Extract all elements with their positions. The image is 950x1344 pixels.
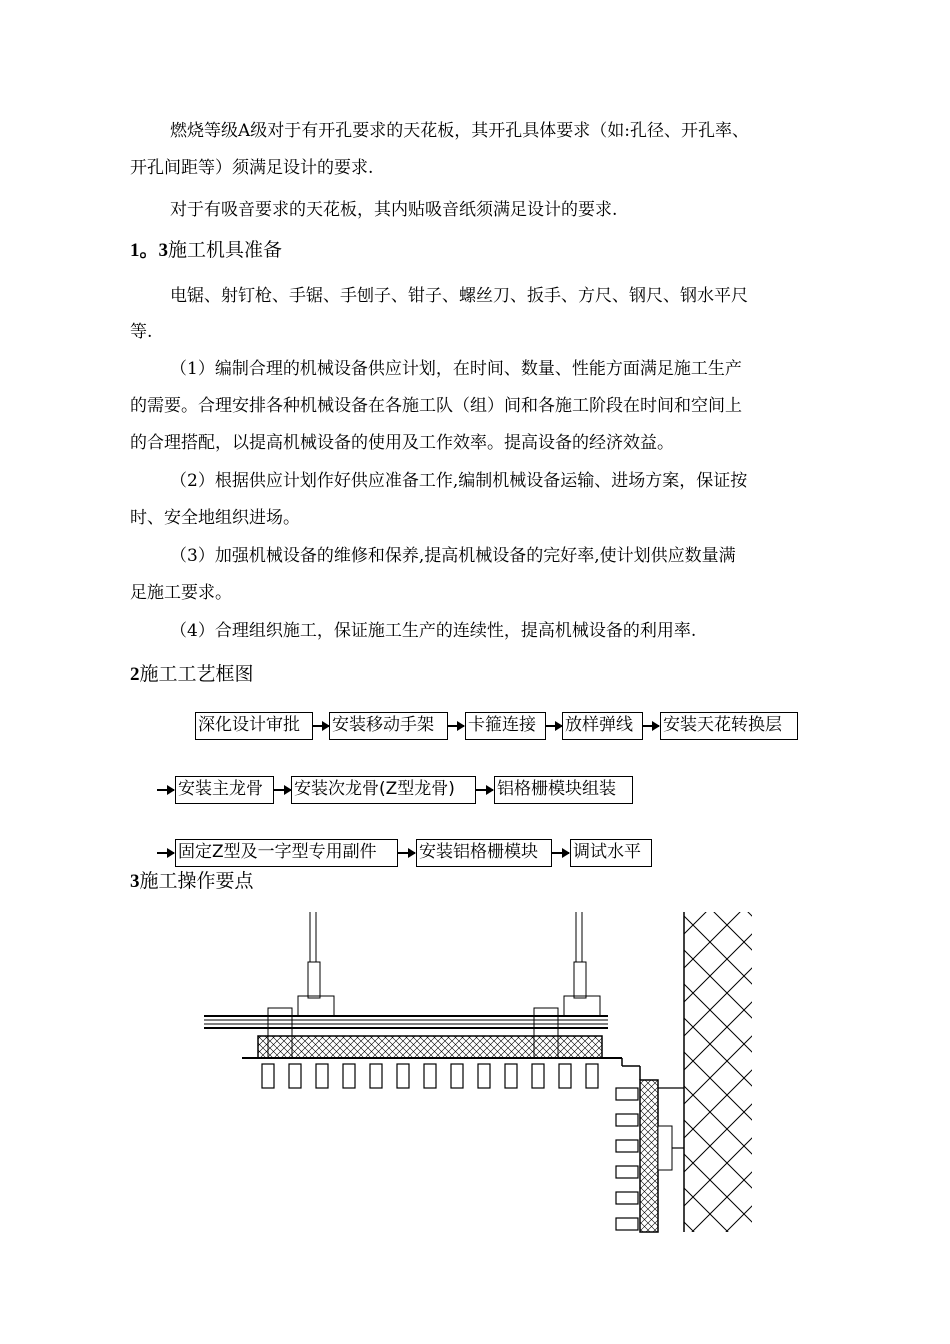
heading-1-3-number: 1。3: [130, 240, 169, 261]
item2-line1: （2）根据供应计划作好供应准备工作,编制机械设备运输、进场方案，保证按: [170, 471, 748, 491]
tools-line2: 等.: [130, 322, 153, 342]
heading-2-title: 施工工艺框图: [139, 663, 254, 685]
item1-line1: （1）编制合理的机械设备供应计划，在时间、数量、性能方面满足施工生产: [170, 359, 742, 379]
flow-step-secondary-keel: 安装次龙骨(Z型龙骨): [291, 776, 476, 804]
flow-arrow-icon: [643, 725, 659, 727]
heading-3-title: 施工操作要点: [139, 870, 254, 892]
heading-3: [130, 869, 254, 894]
item3-line1: （3）加强机械设备的维修和保养,提高机械设备的完好率,使计划供应数量满: [170, 546, 736, 566]
flow-step-transfer-layer: 安装天花转换层: [660, 712, 798, 740]
flow-step-clamp: 卡箍连接: [465, 712, 546, 740]
flow-step-fix-fittings: 固定Z型及一字型专用副件: [175, 839, 398, 867]
flow-arrow-icon: [157, 789, 174, 791]
item1-line2: 的需要。合理安排各种机械设备在各施工队（组）间和各施工阶段在时间和空间上: [130, 396, 742, 416]
flow-arrow-icon: [274, 789, 291, 791]
heading-3-number: 3: [130, 871, 140, 892]
flow-arrow-icon: [313, 725, 329, 727]
horizontal-grille-blades: [262, 1064, 598, 1088]
flow-arrow-icon: [546, 725, 562, 727]
item3-line2: 足施工要求。: [130, 583, 232, 603]
flow-step-layout: 放样弹线: [562, 712, 643, 740]
flow-step-scaffold: 安装移动手架: [329, 712, 448, 740]
flow-arrow-icon: [398, 852, 415, 854]
tools-line1: 电锯、射钉枪、手锯、手刨子、钳子、螺丝刀、扳手、方尺、钢尺、钢水平尺: [170, 286, 748, 306]
item4: （4）合理组织施工，保证施工生产的连续性，提高机械设备的利用率.: [170, 621, 697, 641]
hanger-rods: [298, 912, 600, 1016]
para-sound-absorption: 对于有吸音要求的天花板，其内贴吸音纸须满足设计的要求.: [170, 200, 618, 220]
flow-step-main-keel: 安装主龙骨: [175, 776, 274, 804]
item2-line2: 时、安全地组织进场。: [130, 508, 300, 528]
para-fire-rating-line1: 燃烧等级A级对于有开孔要求的天花板，其开孔具体要求（如:孔径、开孔率、: [170, 121, 750, 141]
horizontal-panel: [242, 1036, 640, 1080]
heading-1-3: [130, 238, 282, 263]
flow-step-grille-assembly: 铝格栅模块组装: [494, 776, 633, 804]
item1-line3: 的合理搭配，以提高机械设备的使用及工作效率。提高设备的经济效益。: [130, 433, 674, 453]
vertical-panel: [640, 1080, 684, 1232]
heading-2-number: 2: [130, 664, 140, 685]
flow-step-install-grille: 安装铝格栅模块: [416, 839, 552, 867]
heading-2: [130, 662, 254, 687]
flow-arrow-icon: [476, 789, 493, 791]
para-fire-rating-line2: 开孔间距等）须满足设计的要求.: [130, 158, 374, 178]
ceiling-section-drawing: [200, 908, 760, 1233]
flow-arrow-icon: [448, 725, 464, 727]
flow-arrow-icon: [157, 852, 174, 854]
flow-step-deepen-design: 深化设计审批: [195, 712, 313, 740]
flow-arrow-icon: [552, 852, 569, 854]
heading-1-3-title: 施工机具准备: [168, 239, 283, 261]
wall: [684, 912, 752, 1232]
vertical-grille-blades: [616, 1088, 638, 1230]
flow-step-level: 调试水平: [570, 839, 652, 867]
